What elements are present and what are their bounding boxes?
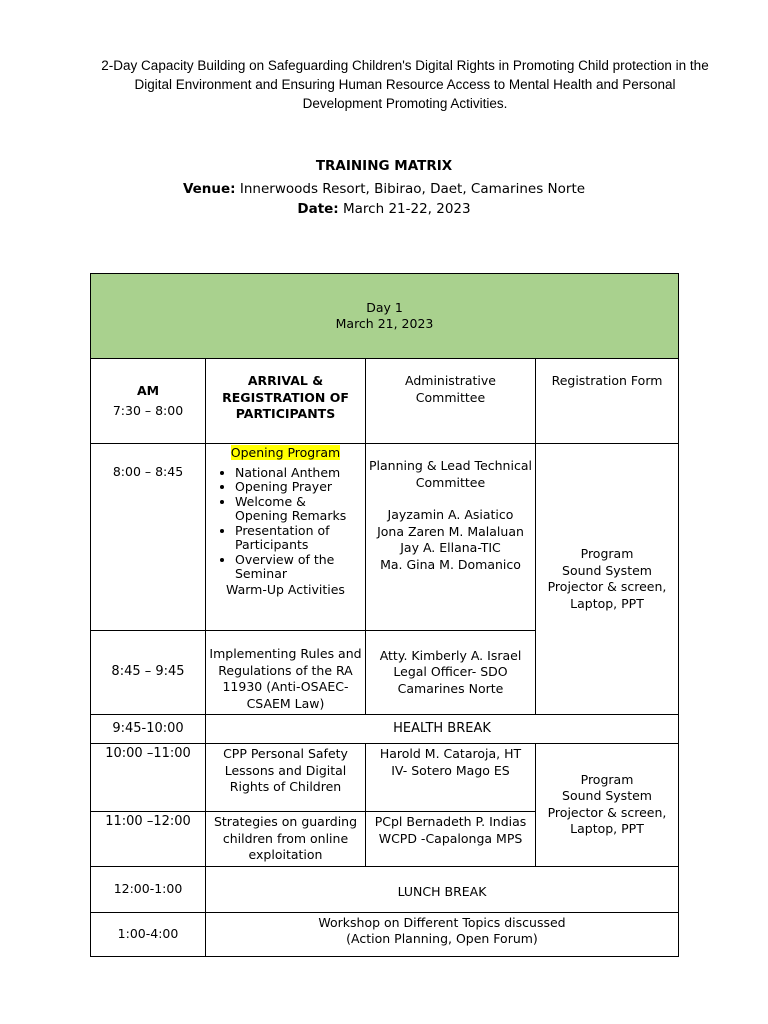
time-cell: 10:00 –11:00 [91, 744, 206, 812]
event-description: 2-Day Capacity Building on Safeguarding Children's Digital Rights in Promoting Child protection in the Digital Environment and Ensuring Human Resource Access to Mental Health and Personal Development Promoting Activities. [101, 58, 709, 111]
material-item: Laptop, PPT [570, 595, 644, 611]
materials-cell [536, 444, 679, 715]
time-value: 7:30 – 8:00 [112, 403, 184, 418]
speaker-name: PCpl Bernadeth P. Indias [374, 814, 527, 829]
person-cell [366, 444, 536, 631]
time-cell: 9:45-10:00 [91, 715, 206, 744]
program-list [209, 466, 362, 582]
speaker-name: Jona Zaren M. Malaluan [377, 523, 524, 539]
materials-cell: Registration Form [536, 359, 679, 444]
venue-value: Innerwoods Resort, Bibirao, Daet, Camarines Norte [235, 181, 586, 197]
time-cell: 12:00-1:00 [91, 866, 206, 912]
workshop-detail: (Action Planning, Open Forum) [346, 931, 538, 946]
material-item: Projector & screen, [547, 579, 667, 594]
material-item: Sound System [562, 788, 652, 804]
speaker-name: Jay A. Ellana-TIC [400, 540, 501, 555]
day-header-row [91, 274, 679, 359]
warmup-text: Warm-Up Activities [226, 581, 345, 597]
speaker-role: Legal Officer- SDO [393, 664, 508, 680]
list-item: • National Anthem [235, 466, 362, 481]
table-row [91, 744, 679, 812]
time-cell: 1:00-4:00 [91, 912, 206, 956]
workshop-cell [206, 912, 679, 956]
speaker-name: Jayzamin A. Asiatico [387, 507, 514, 522]
workshop-title: Workshop on Different Topics discussed [318, 914, 566, 930]
am-label: AM [136, 382, 160, 398]
list-item: • Overview of the Seminar [235, 553, 362, 582]
venue-line [0, 181, 768, 197]
date-line [0, 201, 768, 217]
list-item: • Opening Prayer [235, 480, 362, 495]
document-title: TRAINING MATRIX [315, 158, 453, 174]
table-row [91, 866, 679, 912]
training-matrix-table [90, 273, 679, 957]
speaker-office: IV- Sotero Mago ES [391, 762, 510, 778]
time-cell [91, 359, 206, 444]
speaker-name: Harold M. Cataroja, HT [379, 746, 522, 761]
speaker-name: Atty. Kimberly A. Israel [379, 647, 522, 663]
material-item: Program [580, 771, 634, 787]
table-row [91, 444, 679, 631]
time-cell: 8:45 – 9:45 [91, 631, 206, 715]
material-item: Laptop, PPT [570, 821, 644, 837]
material-item: Program [580, 546, 634, 561]
day-title: Day 1 [366, 299, 403, 315]
date-value: March 21-22, 2023 [338, 201, 471, 217]
material-item: Projector & screen, [547, 804, 667, 820]
activity-cell: CPP Personal Safety Lessons and Digital Rights of Children [206, 744, 366, 812]
table-row [91, 359, 679, 444]
table-row [91, 715, 679, 744]
activity-cell: Strategies on guarding children from online exploitation [206, 812, 366, 867]
date-label: Date: [297, 201, 339, 217]
activity-cell [206, 444, 366, 631]
committee-name: Planning & Lead Technical Committee [369, 458, 532, 490]
opening-program-heading: Opening Program [230, 445, 341, 460]
person-cell: Administrative Committee [366, 359, 536, 444]
materials-cell [536, 744, 679, 867]
list-item: • Welcome & Opening Remarks [235, 495, 362, 524]
activity-cell: ARRIVAL & REGISTRATION OF PARTICIPANTS [206, 359, 366, 444]
table-row [91, 912, 679, 956]
person-cell [366, 812, 536, 867]
day-header-cell [91, 274, 679, 359]
speaker-list [369, 507, 532, 573]
venue-label: Venue: [182, 181, 236, 197]
material-item: Sound System [562, 562, 652, 578]
list-item: • Presentation of Participants [235, 524, 362, 553]
speaker-office: WCPD -Capalonga MPS [378, 830, 523, 846]
activity-cell: Implementing Rules and Regulations of the RA 11930 (Anti-OSAEC-CSAEM Law) [206, 631, 366, 715]
speaker-name: Ma. Gina M. Domanico [380, 556, 521, 572]
day-date: March 21, 2023 [335, 316, 434, 331]
person-cell [366, 631, 536, 715]
break-cell: LUNCH BREAK [206, 866, 679, 912]
time-cell: 11:00 –12:00 [91, 812, 206, 867]
break-cell: HEALTH BREAK [206, 715, 679, 744]
time-cell: 8:00 – 8:45 [91, 444, 206, 631]
speaker-office: Camarines Norte [397, 680, 504, 696]
person-cell [366, 744, 536, 812]
